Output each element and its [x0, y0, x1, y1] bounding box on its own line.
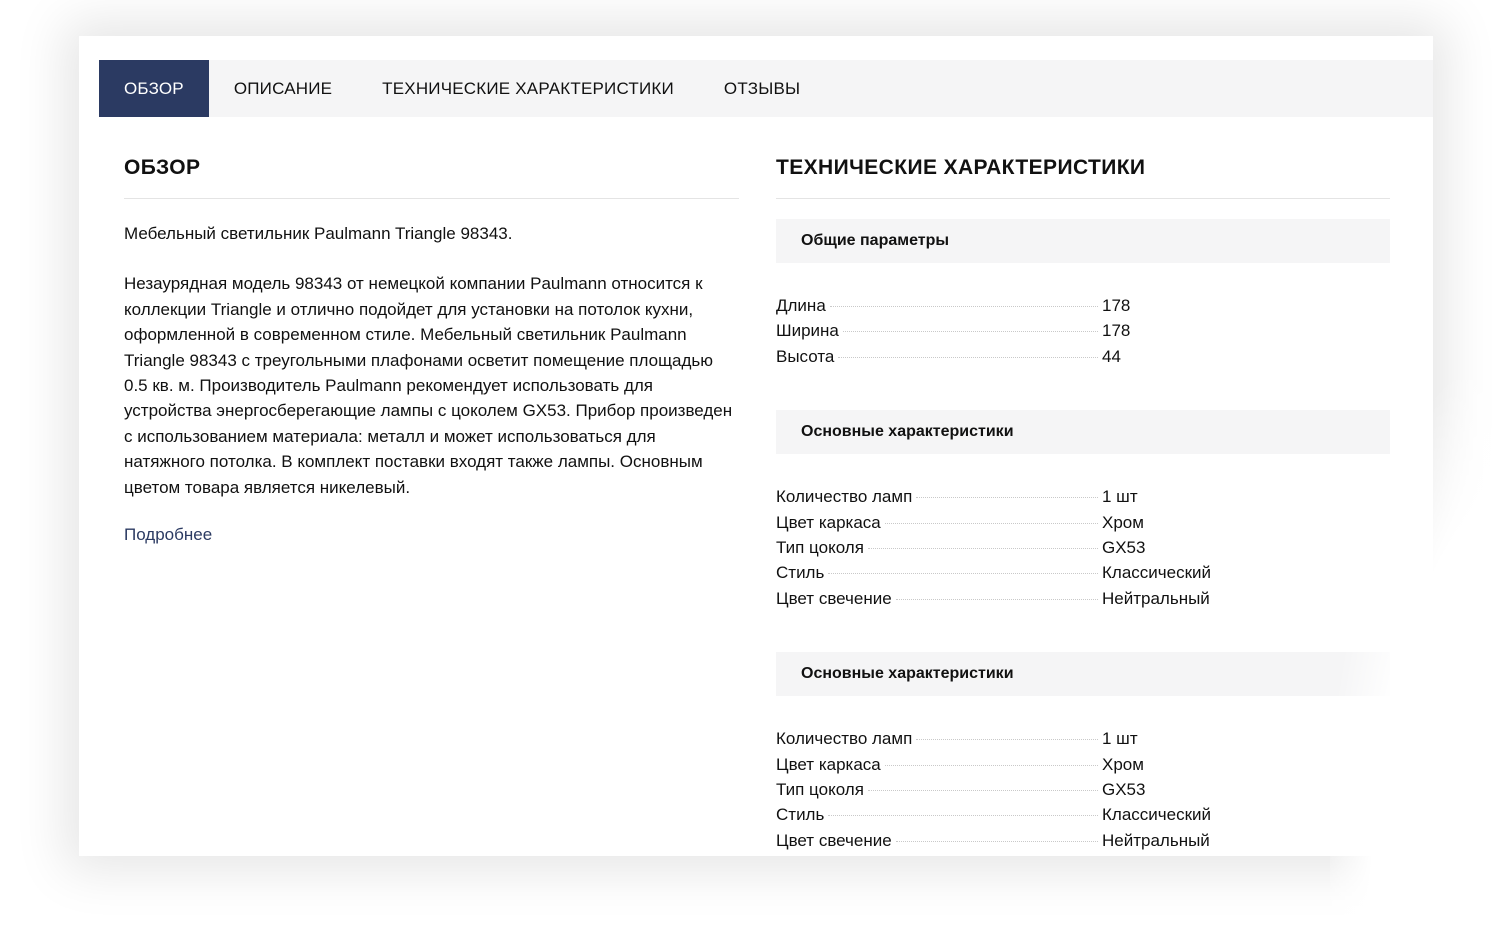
dotted-leader [885, 523, 1098, 524]
spec-value: 1 шт [1102, 487, 1138, 507]
spec-name: Количество ламп [776, 729, 913, 749]
spec-name: Количество ламп [776, 487, 913, 507]
spec-name: Цвет каркаса [776, 754, 881, 774]
dotted-leader [828, 815, 1098, 816]
overview-lead: Мебельный светильник Paulmann Triangle 98343. [124, 224, 513, 243]
spec-name: Цвет каркаса [776, 512, 881, 532]
spec-row [776, 831, 1390, 856]
spec-row [776, 487, 1390, 512]
spec-value: 178 [1102, 321, 1131, 341]
tab-bar [99, 60, 1433, 117]
dotted-leader [916, 739, 1098, 740]
spec-name: Стиль [776, 563, 825, 583]
dotted-leader [868, 790, 1098, 791]
spec-value: Нейтральный [1102, 588, 1210, 608]
dotted-leader [828, 573, 1098, 574]
dotted-leader [838, 357, 1098, 358]
spec-group-general [776, 219, 1390, 372]
spec-group-main [776, 410, 1390, 614]
spec-group-main-2 [776, 652, 1390, 856]
spec-group-header: Основные характеристики [776, 652, 1390, 696]
spec-row [776, 321, 1390, 346]
spec-value: 44 [1102, 346, 1121, 366]
spec-list [776, 729, 1390, 856]
spec-row [776, 589, 1390, 614]
spec-row [776, 347, 1390, 372]
tab-overview[interactable]: ОБЗОР [99, 60, 209, 117]
dotted-leader [885, 765, 1098, 766]
spec-row [776, 563, 1390, 588]
more-link[interactable]: Подробнее [124, 525, 213, 545]
spec-name: Тип цоколя [776, 537, 864, 557]
overview-section [124, 150, 739, 545]
spec-name: Ширина [776, 321, 839, 341]
dotted-leader [896, 599, 1098, 600]
spec-value: 178 [1102, 296, 1131, 315]
tab-specifications[interactable]: ТЕХНИЧЕСКИЕ ХАРАКТЕРИСТИКИ [382, 78, 674, 98]
dotted-leader [830, 306, 1098, 307]
spec-row [776, 805, 1390, 830]
spec-group-header: Общие параметры [776, 219, 1390, 263]
spec-name: Цвет свечение [776, 830, 892, 850]
spec-name: Высота [776, 346, 835, 366]
spec-value: Классический [1102, 805, 1212, 825]
tab-description[interactable]: ОПИСАНИЕ [233, 78, 333, 98]
overview-body: Незаурядная модель 98343 от немецкой компании Paulmann относится к коллекции Triangle и отлично подойдет для установки на потолок кухни, оформленной в современном стиле. Мебельный светильник Paulmann Triangle 98343 с треугольными плафонами осветит помещение площадью 0.5 кв. м. Производитель Paulmann рекомендует использовать для устройства энергосберегающие лампы с цоколем GX53. Прибор произведен с использованием материала: металл и может использоваться для натяжного потолка. В комплект поставки входят также лампы. Основным цветом товара является никелевый. [124, 274, 733, 497]
dotted-leader [868, 548, 1098, 549]
spec-row [776, 729, 1390, 754]
tab-reviews[interactable]: ОТЗЫВЫ [723, 78, 801, 98]
dotted-leader [843, 331, 1098, 332]
spec-list [776, 487, 1390, 614]
spec-name: Стиль [776, 805, 825, 825]
dotted-leader [896, 841, 1098, 842]
spec-list [776, 296, 1390, 372]
spec-group-header: Основные характеристики [776, 410, 1390, 454]
spec-row [776, 296, 1390, 321]
overview-title: ОБЗОР [124, 150, 739, 199]
spec-row [776, 755, 1390, 780]
spec-row [776, 538, 1390, 563]
spec-value: Классический [1102, 563, 1212, 583]
spec-value: GX53 [1102, 779, 1146, 799]
spec-value: GX53 [1102, 537, 1146, 557]
dotted-leader [916, 497, 1098, 498]
spec-value: 1 шт [1102, 729, 1138, 749]
spec-name: Длина [776, 296, 826, 315]
spec-value: Хром [1102, 754, 1144, 774]
spec-value: Нейтральный [1102, 830, 1210, 850]
specs-title: ТЕХНИЧЕСКИЕ ХАРАКТЕРИСТИКИ [776, 150, 1390, 199]
spec-row [776, 513, 1390, 538]
specs-section [776, 150, 1390, 856]
spec-row [776, 780, 1390, 805]
spec-value: Хром [1102, 512, 1144, 532]
spec-name: Тип цоколя [776, 779, 864, 799]
spec-name: Цвет свечение [776, 588, 892, 608]
